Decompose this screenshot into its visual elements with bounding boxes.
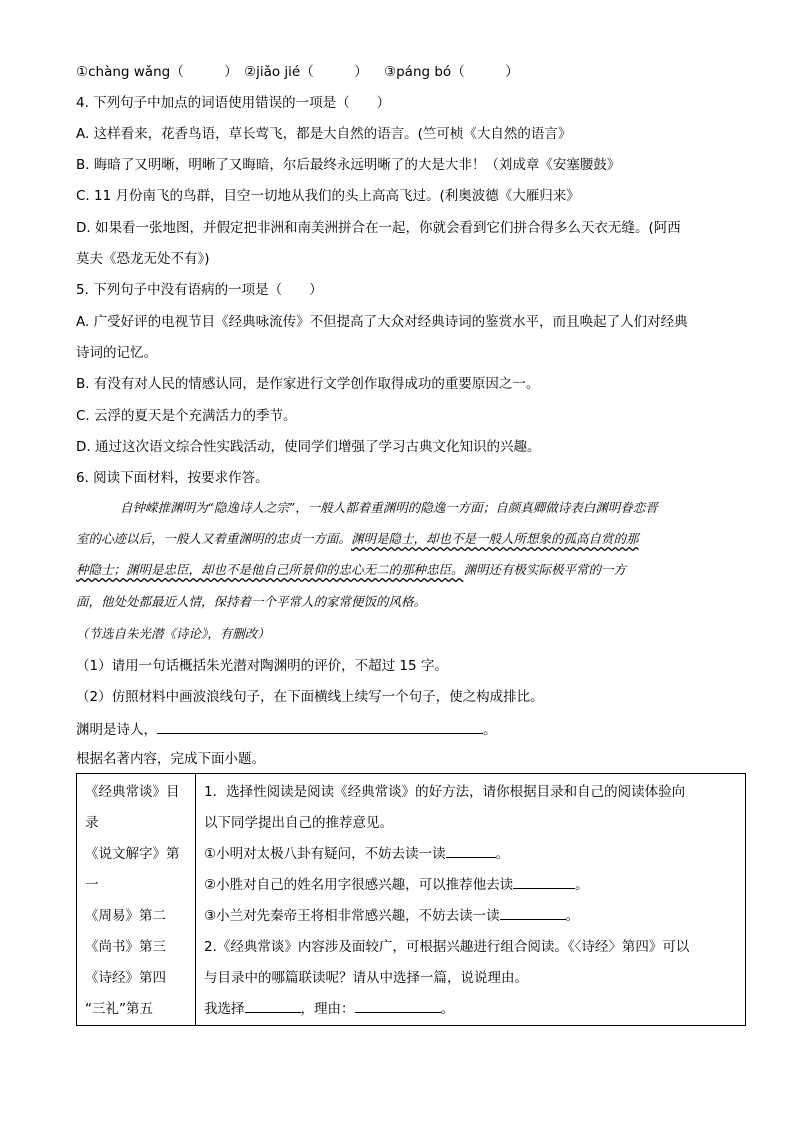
task-2-line-2: 与目录中的哪篇联读呢？请从中选择一篇，说说理由。 bbox=[204, 970, 528, 986]
answer-blank[interactable] bbox=[500, 904, 566, 920]
answer-blank[interactable] bbox=[513, 873, 575, 889]
tasks-cell bbox=[196, 774, 746, 1026]
toc-line: 《说文解字》第 bbox=[85, 846, 180, 862]
question-4-option-b: B. 晦暗了又明晰，明晰了又晦暗，尔后最终永远明晰了的大是大非！（刘成章《安塞腰鼓》 bbox=[76, 157, 621, 173]
question-5-option-a-cont: 诗词的记忆。 bbox=[76, 345, 157, 361]
question-5-option-d: D. 通过这次语文综合性实践活动，使同学们增强了学习古典文化知识的兴趣。 bbox=[76, 439, 541, 455]
task-2-line-1: 2.《经典常谈》内容涉及面较广，可根据兴趣进行组合阅读。《〈诗经〉第四》可以 bbox=[204, 939, 690, 955]
toc-line: 《周易》第二 bbox=[85, 908, 166, 924]
passage-plain-text: 渊明还有极实际极平常的一方 bbox=[463, 562, 627, 577]
question-5-option-c: C. 云浮的夏天是个充满活力的季节。 bbox=[76, 408, 297, 424]
task-2-answer-line: 我选择 ，理由： 。 bbox=[196, 994, 745, 1025]
passage-line-2 bbox=[76, 529, 639, 549]
question-4-stem: 4. 下列句子中加点的词语使用错误的一项是（ ） bbox=[76, 95, 391, 111]
question-4-option-a: A. 这样看来，花香鸟语，草长莺飞，都是大自然的语言。(竺可桢《大自然的语言》 bbox=[76, 126, 572, 142]
wavy-underlined-sentence: 渊明是隐士，却也不是一般人所想象的孤高自赏的那 bbox=[351, 531, 639, 546]
pinyin-item-1: ①chàng wǎng（ ） bbox=[76, 64, 238, 80]
fill-prefix: 渊明是诗人， bbox=[76, 722, 157, 738]
question-4-option-c: C. 11 月份南飞的鸟群，目空一切地从我们的头上高高飞过。(利奥波德《大雁归来》 bbox=[76, 188, 580, 204]
task-1-line-1: 1．选择性阅读是阅读《经典常谈》的好方法，请你根据目录和自己的阅读体验向 bbox=[204, 784, 686, 800]
question-6-sub-1: （1）请用一句话概括朱光潜对陶渊明的评价，不超过 15 字。 bbox=[76, 658, 448, 674]
passage-line-1: 自钟嵘推渊明为“隐逸诗人之宗”，一般人都着重渊明的隐逸一方面；自颜真卿做诗表白渊明眷恋晋 bbox=[120, 500, 658, 515]
question-5-option-a: A. 广受好评的电视节目《经典咏流传》不但提高了大众对经典诗词的鉴赏水平，而且唤起了人们对经典 bbox=[76, 314, 688, 330]
answer-blank[interactable] bbox=[446, 842, 496, 858]
pinyin-line bbox=[76, 62, 519, 82]
wavy-underlined-sentence-cont: 种隐士；渊明是忠臣，却也不是他自己所景仰的忠心无二的那种忠臣。 bbox=[76, 562, 464, 577]
passage-plain-text: 室的心迹以后，一般人又着重渊明的忠贞一方面。 bbox=[76, 531, 352, 546]
question-5-stem: 5. 下列句子中没有语病的一项是（ ） bbox=[76, 282, 323, 298]
task-1-item-1: ①小明对太极八卦有疑问，不妨去读一读 。 bbox=[196, 839, 745, 870]
pinyin-item-2: ②jiǎo jié（ ） bbox=[244, 64, 368, 80]
question-6-sub-2: （2）仿照材料中画波浪线句子，在下面横线上续写一个句子，使之构成排比。 bbox=[76, 689, 544, 705]
passage-line-4: 面，他处处都最近人情，保持着一个平常人的家常便饭的风格。 bbox=[76, 594, 427, 609]
task-1-item-3: ③小兰对先秦帝王将相非常感兴趣，不妨去读一读 。 bbox=[196, 901, 745, 932]
passage-line-3 bbox=[76, 560, 626, 580]
passage-source: （节选自朱光潜《诗论》，有删改） bbox=[76, 626, 270, 641]
answer-blank[interactable] bbox=[355, 997, 441, 1013]
toc-line: 《尚书》第三 bbox=[85, 939, 166, 955]
toc-line: 录 bbox=[85, 815, 99, 831]
pinyin-item-3: ③páng bó（ ） bbox=[384, 64, 519, 80]
answer-blank[interactable] bbox=[157, 718, 483, 734]
toc-line: 一 bbox=[85, 877, 99, 893]
fill-suffix: 。 bbox=[483, 722, 497, 738]
classic-reading-table bbox=[76, 773, 746, 1026]
toc-line: 《经典常谈》目 bbox=[85, 784, 180, 800]
table-of-contents-cell bbox=[77, 774, 196, 1026]
question-6-stem: 6. 阅读下面材料，按要求作答。 bbox=[76, 470, 269, 486]
toc-line: 《诗经》第四 bbox=[85, 970, 166, 986]
toc-line: “三礼”第五 bbox=[85, 1001, 153, 1017]
answer-blank[interactable] bbox=[245, 997, 301, 1013]
classic-intro: 根据名著内容，完成下面小题。 bbox=[76, 751, 265, 767]
question-5-option-b: B. 有没有对人民的情感认同，是作家进行文学创作取得成功的重要原因之一。 bbox=[76, 376, 540, 392]
question-4-option-d-cont: 莫夫《恐龙无处不有》) bbox=[76, 251, 210, 267]
task-1-line-2: 以下同学提出自己的推荐意见。 bbox=[204, 815, 393, 831]
fill-in-line bbox=[76, 718, 497, 740]
question-4-option-d: D. 如果看一张地图，并假定把非洲和南美洲拼合在一起，你就会看到它们拼合得多么天衣无缝。(阿西 bbox=[76, 220, 681, 236]
task-1-item-2: ②小胜对自己的姓名用字很感兴趣，可以推荐他去读 。 bbox=[196, 870, 745, 901]
